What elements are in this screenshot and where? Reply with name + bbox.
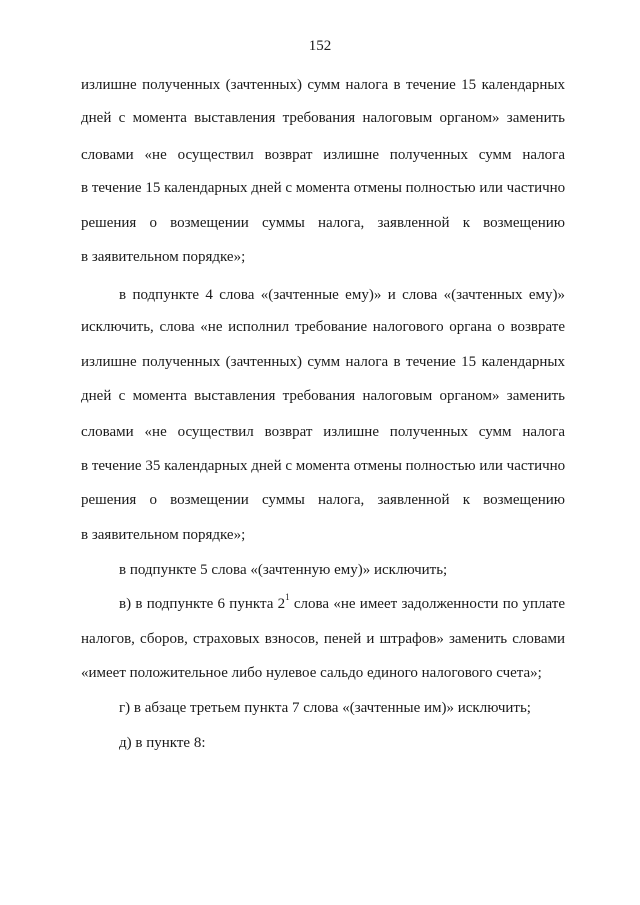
text-line: излишне полученных (зачтенных) сумм налога в течение 15 календарных <box>81 354 565 370</box>
text-line: налогов, сборов, страховых взносов, пеней и штрафов» заменить словами <box>81 631 565 647</box>
text-fragment: в) в подпункте 6 пункта 2 <box>119 596 286 612</box>
page-number: 152 <box>308 38 332 54</box>
text-line: словами «не осуществил возврат излишне полученных сумм налога <box>81 424 565 440</box>
text-line: решения о возмещении суммы налога, заявленной к возмещению <box>81 492 565 508</box>
text-line: в подпункте 4 слова «(зачтенные ему)» и слова «(зачтенных ему)» <box>119 287 565 303</box>
text-line: дней с момента выставления требования налоговым органом» заменить <box>81 388 565 404</box>
text-line: г) в абзаце третьем пункта 7 слова «(зачтенные им)» исключить; <box>119 700 531 716</box>
text-line: в течение 15 календарных дней с момента отмены полностью или частично <box>81 180 566 196</box>
text-line: в подпункте 5 слова «(зачтенную ему)» исключить; <box>119 562 448 578</box>
text-line: в течение 35 календарных дней с момента отмены полностью или частично <box>81 458 566 474</box>
text-line <box>119 592 565 613</box>
text-line: д) в пункте 8: <box>119 735 206 751</box>
text-line: «имеет положительное либо нулевое сальдо единого налогового счета»; <box>81 665 542 681</box>
text-line: излишне полученных (зачтенных) сумм налога в течение 15 календарных <box>81 77 565 93</box>
text-line: решения о возмещении суммы налога, заявленной к возмещению <box>81 215 565 231</box>
text-line: дней с момента выставления требования налоговым органом» заменить <box>81 110 565 126</box>
text-line: в заявительном порядке»; <box>81 527 246 543</box>
text-line: словами «не осуществил возврат излишне полученных сумм налога <box>81 147 565 163</box>
superscript: 1 <box>285 592 290 602</box>
text-line: в заявительном порядке»; <box>81 249 246 265</box>
text-fragment: слова «не имеет задолженности по уплате <box>289 596 565 612</box>
text-line: исключить, слова «не исполнил требование налогового органа о возврате <box>81 319 565 335</box>
